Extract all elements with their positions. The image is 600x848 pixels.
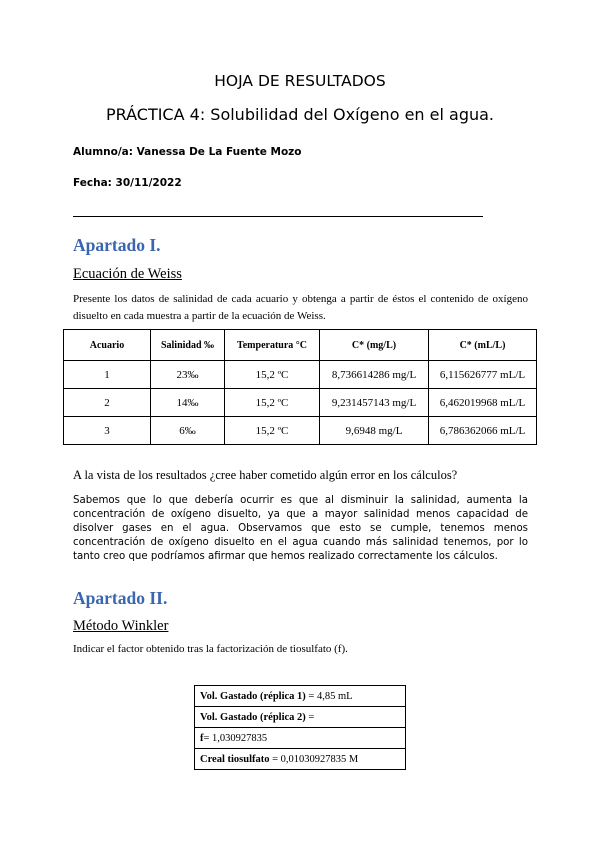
table-cell (195, 728, 406, 749)
section-1-instructions: Presente los datos de salinidad de cada acuario y obtenga a partir de éstos el contenido de oxígeno disuelto en cada muestra a partir de la ecuación de Weiss. (73, 293, 528, 322)
table-cell: 14‰ (151, 389, 225, 417)
question-text: A la vista de los resultados ¿cree haber cometido algún error en los cálculos? (73, 468, 458, 482)
horizontal-divider (73, 216, 483, 217)
column-header: Temperatura °C (225, 330, 320, 361)
table-row (195, 728, 406, 749)
rep1-label: Vol. Gastado (réplica 1) (200, 690, 306, 702)
table-row (195, 686, 406, 707)
table-cell: 3 (64, 417, 151, 445)
table-cell: 9,6948 mg/L (320, 417, 429, 445)
student-name: Alumno/a: Vanessa De La Fuente Mozo (73, 146, 302, 158)
section-1-heading: Apartado I. (73, 235, 161, 255)
table-cell: 6,462019968 mL/L (429, 389, 537, 417)
rep2-label: Vol. Gastado (réplica 2) (200, 711, 306, 723)
table-cell: 8,736614286 mg/L (320, 361, 429, 389)
weiss-results-table (63, 329, 537, 445)
section-1-subheading: Ecuación de Weiss (73, 266, 182, 282)
column-header: C* (mg/L) (320, 330, 429, 361)
table-row (64, 417, 537, 445)
table-cell: 6,786362066 mL/L (429, 417, 537, 445)
table-cell (195, 749, 406, 770)
section-2-heading: Apartado II. (73, 588, 168, 608)
table-cell: 6‰ (151, 417, 225, 445)
document-title: HOJA DE RESULTADOS (214, 72, 386, 90)
table-cell (195, 707, 406, 728)
table-cell (195, 686, 406, 707)
document-subtitle: PRÁCTICA 4: Solubilidad del Oxígeno en el agua. (105, 105, 495, 124)
date-line: Fecha: 30/11/2022 (73, 177, 182, 189)
table-cell: 23‰ (151, 361, 225, 389)
table-cell: 15,2 ºC (225, 389, 320, 417)
table-cell: 9,231457143 mg/L (320, 389, 429, 417)
table-cell: 2 (64, 389, 151, 417)
table-cell: 15,2 ºC (225, 361, 320, 389)
section-2-instructions: Indicar el factor obtenido tras la factorización de tiosulfato (f). (73, 643, 348, 655)
table-cell: 15,2 ºC (225, 417, 320, 445)
f-value: = 1,030927835 (203, 732, 268, 744)
winkler-table (194, 685, 406, 770)
table-cell: 1 (64, 361, 151, 389)
rep2-value: = (308, 711, 315, 723)
table-row (64, 389, 537, 417)
table-row (195, 707, 406, 728)
f-label: f (200, 732, 204, 744)
rep1-value: = 4,85 mL (308, 690, 353, 702)
table-cell: 6,115626777 mL/L (429, 361, 537, 389)
table-header-row (64, 330, 537, 361)
table-row (64, 361, 537, 389)
column-header: Salinidad ‰ (151, 330, 225, 361)
creal-label: Creal tiosulfato (200, 753, 270, 765)
section-2-subheading: Método Winkler (73, 618, 169, 634)
column-header: C* (mL/L) (429, 330, 537, 361)
answer-text: Sabemos que lo que debería ocurrir es que al disminuir la salinidad, aumenta la concentración de oxígeno disuelto, ya que a mayor salinidad menos capacidad de disolver gases en el agua. Observamos que esto se cumple, tenemos menos concentración de oxígeno disuelto en el agua cuando más salinidad tenemos, por lo tanto creo que podríamos afirmar que hemos realizado correctamente los cálculos. (73, 495, 528, 562)
creal-value: = 0,01030927835 M (272, 753, 359, 765)
column-header: Acuario (64, 330, 151, 361)
table-row (195, 749, 406, 770)
